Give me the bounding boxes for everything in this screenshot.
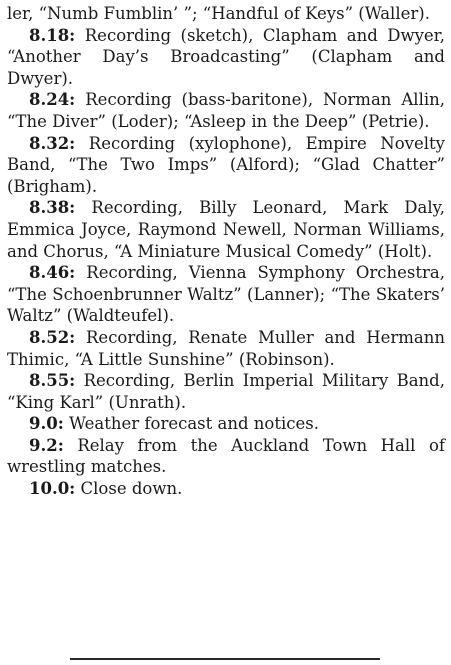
entry-time: 10.0: — [29, 479, 76, 499]
listing-entry — [7, 262, 445, 327]
entry-text: Recording (xylophone), Empire Novelty Band, “The Two Imps” (Alford); “Glad Chatter” (Brigham). — [7, 133, 445, 196]
entry-time: 8.32: — [29, 133, 76, 153]
entry-text: Recording, Renate Muller and Hermann Thimic, “A Little Sunshine” (Robinson). — [7, 327, 445, 369]
listing-entry — [7, 25, 445, 90]
entry-time: 8.55: — [29, 371, 76, 391]
listing-entry — [7, 478, 445, 500]
listing-entry — [7, 197, 445, 262]
listing-intro — [7, 3, 445, 25]
entry-text: Weather forecast and notices. — [63, 414, 319, 434]
entry-text: Recording, Billy Leonard, Mark Daly, Emmica Joyce, Raymond Newell, Norman Williams, and Chorus, “A Miniature Musical Comedy” (Holt). — [7, 198, 445, 261]
entry-text: Close down. — [75, 479, 183, 499]
entry-time: 8.52: — [29, 327, 76, 347]
listing-entry — [7, 413, 445, 435]
entry-time: 8.24: — [29, 90, 76, 110]
entry-time: 8.46: — [29, 263, 76, 283]
radio-programme-column — [7, 3, 445, 500]
entry-text: Relay from the Auckland Town Hall of wrestling matches. — [7, 435, 445, 477]
entry-text: Recording (sketch), Clapham and Dwyer, “Another Day’s Broadcasting” (Clapham and Dwyer). — [7, 25, 445, 88]
entry-text: Recording, Berlin Imperial Military Band, “King Karl” (Unrath). — [7, 371, 445, 412]
listing-entry — [7, 370, 445, 413]
listing-entry — [7, 133, 445, 198]
entry-time: 9.2: — [29, 435, 64, 455]
entry-time: 8.38: — [29, 198, 76, 218]
listing-intro-text: ler, “Numb Fumblin’ ”; “Handful of Keys” (Waller). — [7, 4, 430, 23]
listing-entry — [7, 327, 445, 370]
entry-text: Recording (bass-baritone), Norman Allin, “The Diver” (Loder); “Asleep in the Deep” (Petrie). — [7, 90, 445, 131]
column-end-rule — [70, 658, 380, 660]
entry-time: 8.18: — [29, 25, 76, 45]
listing-entry — [7, 435, 445, 478]
listing-entry — [7, 89, 445, 132]
entry-time: 9.0: — [29, 414, 64, 434]
entry-text: Recording, Vienna Symphony Orchestra, “The Schoenbrunner Waltz” (Lanner); “The Skaters’ Waltz” (Waldteufel). — [7, 263, 445, 326]
